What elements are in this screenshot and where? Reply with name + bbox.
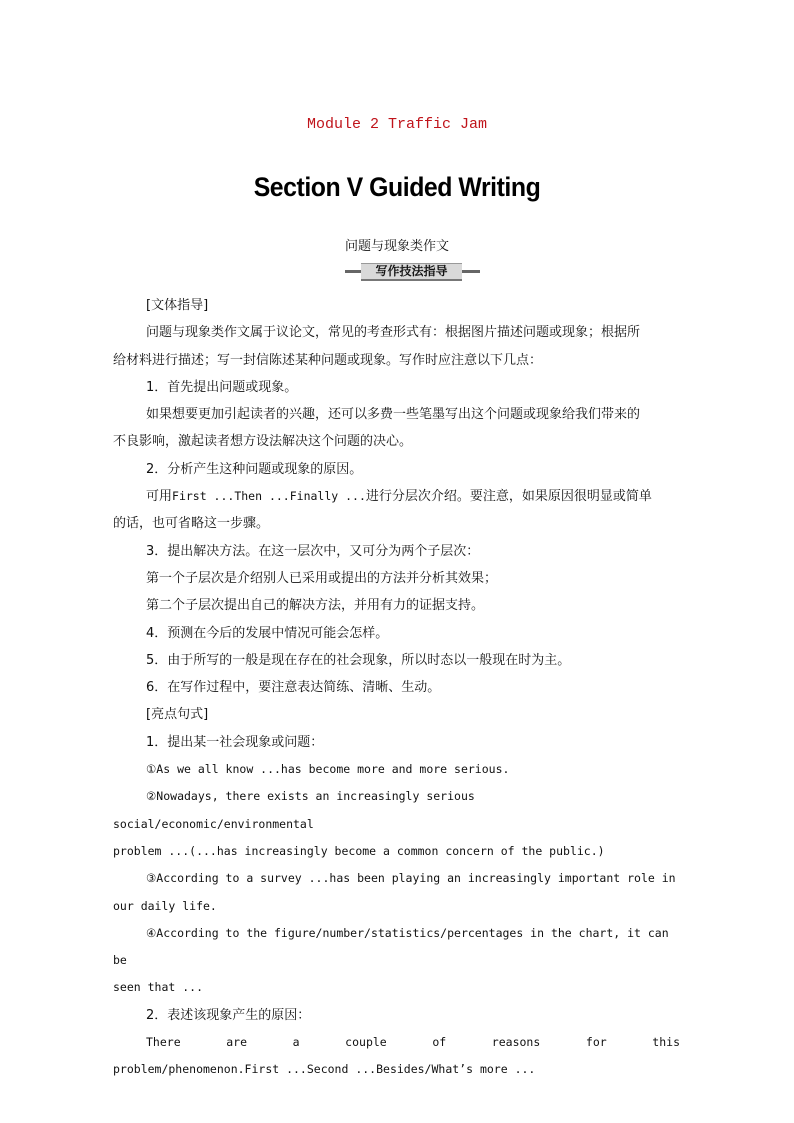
point-2-suffix: 进行分层次介绍。要注意，如果原因很明显或简单: [365, 489, 652, 505]
sentence-2-line1: There are a couple of reasons for this: [146, 1035, 680, 1050]
sentences-heading: [亮点句式]: [146, 707, 209, 723]
point-2-title: 2．分析产生这种问题或现象的原因。: [146, 461, 363, 477]
point-4: 4．预测在今后的发展中情况可能会怎样。: [146, 625, 389, 641]
banner-bar-right: [462, 270, 480, 273]
sentence-1d-line1: ④According to the figure/number/statistics/percentages in the chart, it can be: [113, 925, 669, 968]
sentence-1c-line2: our daily life.: [113, 898, 217, 913]
point-3-line1: 第一个子层次是介绍别人已采用或提出的方法并分析其效果；: [146, 570, 498, 586]
section-title: Section V Guided Writing: [253, 172, 541, 202]
point-3-line2: 第二个子层次提出自己的解决方法，并用有力的证据支持。: [146, 598, 485, 614]
sentence-1b-line2: problem ...(...has increasingly become a common concern of the public.): [113, 843, 605, 858]
point-2-line2: 的话，也可省略这一步骤。: [113, 516, 270, 532]
point-1-line1: 如果想要更加引起读者的兴趣，还可以多费一些笔墨写出这个问题或现象给我们带来的: [146, 407, 641, 423]
sentence-1b-line1: ②Nowadays, there exists an increasingly serious social/economic/environmental: [113, 789, 475, 831]
guide-intro-line1: 问题与现象类作文属于议论文，常见的考查形式有：根据图片描述问题或现象；根据所: [146, 325, 641, 341]
point-1-title: 1．首先提出问题或现象。: [146, 379, 298, 395]
article-body: [113, 292, 680, 1084]
point-3-title: 3．提出解决方法。在这一层次中，又可分为两个子层次：: [146, 543, 480, 559]
banner-label: 写作技法指导: [361, 263, 462, 281]
point-1-line2: 不良影响，激起读者想方设法解决这个问题的决心。: [113, 434, 413, 450]
sentence-1a: ①As we all know ...has become more and more serious.: [146, 762, 510, 777]
sentence-1c-line1: ③According to a survey ...has been playing an increasingly important role in: [146, 871, 676, 886]
point-6: 6．在写作过程中，要注意表达简练、清晰、生动。: [146, 680, 441, 696]
module-title: Module 2 Traffic Jam: [306, 116, 488, 133]
sentences-2-title: 2．表述该现象产生的原因：: [146, 1007, 311, 1023]
guide-intro-line2: 给材料进行描述；写一封信陈述某种问题或现象。写作时应注意以下几点：: [113, 352, 543, 368]
point-2-prefix: 可用: [146, 489, 173, 505]
subtitle: 问题与现象类作文: [344, 239, 449, 254]
sentence-2-line2: problem/phenomenon.First ...Second ...Besides/What’s more ...: [113, 1062, 536, 1077]
point-2-line1: [113, 483, 680, 510]
sentence-1d-line2: seen that ...: [113, 980, 204, 995]
guide-heading: [文体指导]: [146, 298, 209, 313]
section-banner: [345, 262, 480, 280]
point-2-mono: First ...Then ...Finally ...: [172, 489, 366, 504]
point-5: 5．由于所写的一般是现在存在的社会现象，所以时态以一般现在时为主。: [146, 652, 571, 668]
sentences-1-title: 1．提出某一社会现象或问题：: [146, 734, 324, 750]
